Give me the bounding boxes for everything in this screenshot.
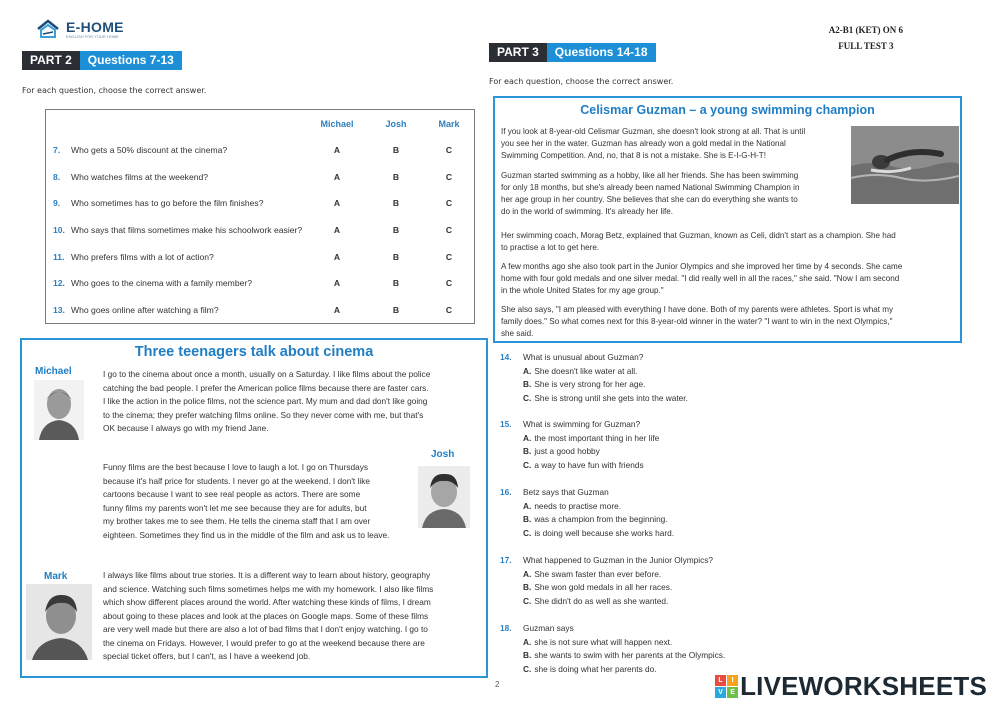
story-paragraph [501, 261, 902, 297]
mc-option-text: she wants to swim with her parents at the Olympics. [534, 650, 726, 660]
brand-tagline: ENGLISH FOR YOUR HOME [66, 33, 119, 39]
mc-option[interactable] [500, 500, 674, 514]
question-text: Who prefers films with a lot of action? [71, 252, 214, 262]
swimmer-photo [851, 126, 959, 204]
mark-text-line: I always like films about true stories. It is a different way to learn about history, geography [103, 570, 431, 580]
question-row [46, 145, 474, 163]
mc-question-stem [500, 622, 725, 636]
mc-option-letter: C. [523, 595, 532, 606]
mc-option-text: the most important thing in her life [534, 432, 660, 443]
mc-question-text: What happened to Guzman in the Junior Olympics? [523, 555, 714, 565]
lw-tile-l: L [715, 675, 726, 686]
mc-option[interactable] [500, 527, 674, 541]
michael-text-line: I like the action in the police films, not the science part. My mum and dad don't like going [103, 396, 428, 406]
mc-option-text: a way to have fun with friends [534, 459, 644, 470]
answer-option-michael[interactable]: A [333, 172, 341, 182]
story-box [493, 96, 962, 343]
story-line: Swimming Competition. And, no, that 8 is not a mistake. She is E-I-G-H-T! [501, 151, 766, 160]
michael-text-line: I go to the cinema about once a month, usually on a Saturday. I like films about the police [103, 369, 431, 379]
michael-text-line: to the cinema; they prefer watching films online. So they never come with me, but that's [103, 409, 424, 420]
josh-text-line: eighteen. Sometimes they find us in the middle of the film and ask us to leave. [103, 529, 390, 540]
mark-text-line: which show different places around the world. After watching these kinds of films, I dream [103, 597, 431, 607]
mc-option-letter: C. [523, 663, 532, 674]
question-number: 8. [53, 172, 61, 182]
story-line: for only 18 months, but she's already been named National Swimming Champion in [501, 183, 800, 192]
question-number: 11. [53, 252, 65, 262]
part2-label: PART 2 [22, 51, 80, 70]
answer-option-michael[interactable]: A [333, 305, 341, 315]
mc-option[interactable] [500, 378, 688, 392]
lw-tile-e: E [727, 687, 738, 698]
answer-option-mark[interactable]: C [445, 252, 453, 262]
question-text: Who gets a 50% discount at the cinema? [71, 145, 228, 155]
michael-text-line: catching the bad people. I prefer the American police films because there are faster cars. [103, 382, 429, 393]
part3-header [489, 43, 656, 62]
mc-question-text: Guzman says [523, 623, 574, 633]
josh-paragraph [103, 461, 389, 542]
level-line-1: A2-B1 (KET) ON 6 [828, 25, 903, 35]
level-line-2: FULL TEST 3 [838, 41, 894, 51]
part2-questions-label: Questions 7-13 [80, 51, 182, 70]
brand-name: E-HOME [66, 18, 124, 35]
answer-option-mark[interactable]: C [445, 278, 453, 288]
mc-option-letter: C. [523, 459, 532, 470]
answer-option-josh[interactable]: B [392, 278, 400, 288]
mc-option[interactable] [500, 459, 659, 473]
answer-option-mark[interactable]: C [445, 172, 453, 182]
mc-option[interactable] [500, 649, 725, 663]
answer-option-michael[interactable]: A [333, 225, 341, 235]
story-paragraph [501, 170, 799, 218]
mc-question-text: What is unusual about Guzman? [523, 352, 644, 362]
question-text: Who goes to the cinema with a family member? [71, 278, 253, 288]
liveworksheets-logo-icon [715, 675, 738, 698]
josh-text-line: because it's half price for students. I never go at the weekend. I don't like [103, 475, 370, 486]
mc-option-text: She is strong until she gets into the water. [534, 392, 688, 403]
mc-question [500, 418, 659, 472]
mark-paragraph [103, 569, 433, 664]
mc-option-letter: C. [523, 527, 532, 538]
mc-option-letter: B. [523, 582, 532, 592]
answer-option-michael[interactable]: A [333, 252, 341, 262]
story-line: A few months ago she also took part in the Junior Olympics and she improved her time by 4 seconds. She came [501, 262, 903, 271]
story-line: to practise a lot to get here. [501, 243, 600, 252]
question-number: 13. [53, 305, 65, 315]
mc-option-text: was a champion from the beginning. [534, 514, 668, 524]
question-row [46, 278, 474, 296]
mc-question-text: What is swimming for Guzman? [523, 419, 641, 429]
answer-option-josh[interactable]: B [392, 305, 400, 315]
mc-option-letter: B. [523, 446, 532, 456]
answer-option-josh[interactable]: B [392, 145, 400, 155]
answer-option-josh[interactable]: B [392, 252, 400, 262]
house-logo-icon [36, 18, 60, 40]
mc-option-letter: B. [523, 650, 532, 660]
question-row [46, 252, 474, 270]
mc-option-text: She is very strong for her age. [534, 379, 646, 389]
mc-option-letter: A. [523, 568, 532, 579]
mark-text-line: about going to these places and look at the places on Google maps. Some of these films [103, 610, 429, 621]
josh-text-line: funny films my parents won't let me see because they are for adults, but [103, 502, 367, 513]
mc-option[interactable] [500, 663, 725, 677]
question-text: Who watches films at the weekend? [71, 172, 209, 182]
mc-option[interactable] [500, 365, 688, 379]
mc-option-text: is doing well because she works hard. [534, 527, 675, 538]
mc-option-text: She swam faster than ever before. [534, 568, 662, 579]
mc-question-text: Betz says that Guzman [523, 487, 609, 497]
swimmer-icon [851, 126, 959, 204]
liveworksheets-watermark [715, 673, 987, 699]
question-row [46, 172, 474, 190]
story-line: Her swimming coach, Morag Betz, explained that Guzman, known as Celi, didn't start as a champion. She had [501, 231, 896, 240]
michael-portrait-icon [34, 380, 84, 440]
story-paragraph [501, 126, 805, 162]
question-text: Who says that films sometimes make his schoolwork easier? [71, 225, 303, 235]
story-line: you see her in the water. Guzman has already won a gold medal in the National [501, 139, 786, 148]
answer-option-michael[interactable]: A [333, 145, 341, 155]
story-line: Guzman started swimming as a hobby, like all her friends. She has been swimming [501, 171, 799, 180]
story-paragraph [501, 304, 893, 340]
mc-question [500, 622, 725, 676]
answer-option-michael[interactable]: A [333, 278, 341, 288]
story-line: family does." So what comes next for this 8-year-old winner in the water? "I want to win in the next Olympics," [501, 317, 893, 326]
lw-tile-v: V [715, 687, 726, 698]
mc-question [500, 554, 713, 608]
question-number: 10. [53, 225, 65, 235]
answer-option-mark[interactable]: C [445, 305, 453, 315]
mc-option-text: just a good hobby [534, 446, 600, 456]
answer-option-josh[interactable]: B [392, 225, 400, 235]
mc-option[interactable] [500, 513, 674, 527]
question-row [46, 225, 474, 243]
mark-text-line: are very well made but there are also a lot of bad films that I don't enjoy watching. I go to [103, 624, 428, 634]
answer-option-mark[interactable]: C [445, 198, 453, 208]
mc-option-letter: B. [523, 379, 532, 389]
part2-instruction: For each question, choose the correct answer. [22, 86, 207, 95]
mc-option-text: She won gold medals in all her races. [534, 582, 673, 592]
story-line: she said. [501, 329, 534, 338]
story-line: She also says, "I am pleased with everything I have done. Both of my parents were athletes. Sport is what my [501, 305, 894, 314]
questions-table [45, 109, 475, 324]
mc-option[interactable] [500, 392, 688, 406]
josh-text-line: my brother takes me to see them. He tells the cinema staff that I am over [103, 516, 371, 526]
mc-question-number: 18. [500, 623, 512, 633]
lw-tile-i: I [727, 675, 738, 686]
question-row [46, 305, 474, 323]
story-line: her age group in her country. She believes that she can do everything she wants to [501, 195, 798, 204]
josh-text-line: Funny films are the best because I love to laugh a lot. I go on Thursdays [103, 462, 369, 472]
test-level [829, 22, 903, 54]
question-number: 9. [53, 198, 61, 208]
mc-question-number: 15. [500, 419, 512, 429]
mc-option[interactable] [500, 581, 713, 595]
answer-option-michael[interactable]: A [333, 198, 341, 208]
question-row [46, 198, 474, 216]
josh-name: Josh [431, 449, 455, 460]
mc-option[interactable] [500, 568, 713, 582]
mc-option-letter: A. [523, 365, 532, 376]
mc-option[interactable] [500, 445, 659, 459]
column-header-michael: Michael [320, 119, 354, 129]
mc-option-letter: A. [523, 432, 532, 443]
mark-text-line: special ticket offers, but I can't, as I have a weekend job. [103, 651, 311, 661]
mc-question-stem [500, 351, 688, 365]
mc-question-stem [500, 554, 713, 568]
column-header-mark: Mark [438, 119, 460, 129]
mc-option-letter: C. [523, 392, 532, 403]
mark-photo [26, 584, 92, 660]
answer-option-josh[interactable]: B [392, 172, 400, 182]
mc-option-letter: B. [523, 514, 532, 524]
brand-logo [36, 18, 124, 40]
part3-label: PART 3 [489, 43, 547, 62]
mc-option-text: She didn't do as well as she wanted. [534, 595, 669, 606]
answer-option-mark[interactable]: C [445, 225, 453, 235]
cinema-title: Three teenagers talk about cinema [134, 344, 374, 360]
part3-instruction: For each question, choose the correct answer. [489, 77, 674, 86]
mc-option-letter: A. [523, 636, 532, 647]
mark-name: Mark [44, 571, 68, 582]
michael-paragraph [103, 368, 430, 436]
mc-question [500, 486, 674, 540]
mc-option-letter: A. [523, 500, 532, 511]
story-paragraph [501, 230, 896, 254]
story-line: in the whole United States for my age group." [501, 286, 664, 295]
column-header-josh: Josh [385, 119, 407, 129]
mc-option-text: she is doing what her parents do. [534, 663, 657, 674]
question-number: 7. [53, 145, 61, 155]
liveworksheets-text: LIVEWORKSHEETS [740, 671, 987, 701]
answer-option-josh[interactable]: B [392, 198, 400, 208]
mark-portrait-icon [26, 584, 92, 660]
cinema-reading-box [20, 338, 488, 678]
mark-text-line: and science. Watching such films sometimes helps me with my homework. I also like films [103, 583, 434, 594]
story-line: do in the world of swimming. It's already her life. [501, 207, 674, 216]
mark-text-line: the cinema on Fridays. However, I would prefer to go at the weekend because there are [103, 637, 425, 648]
michael-photo [34, 380, 84, 440]
mc-option[interactable] [500, 432, 659, 446]
part2-header [22, 51, 182, 70]
mc-question-stem [500, 418, 659, 432]
mc-question-number: 14. [500, 352, 512, 362]
josh-text-line: cartoons because I want to see real people as actors. There are some [103, 489, 361, 499]
part3-questions-label: Questions 14-18 [547, 43, 656, 62]
mc-question-stem [500, 486, 674, 500]
mc-question-number: 16. [500, 487, 512, 497]
mc-question-number: 17. [500, 555, 512, 565]
question-number: 12. [53, 278, 65, 288]
michael-text-line: OK because I always go with my friend Jane. [103, 423, 269, 433]
answer-option-mark[interactable]: C [445, 145, 453, 155]
josh-portrait-icon [418, 466, 470, 528]
mc-option-text: needs to practise more. [534, 500, 622, 511]
question-text: Who sometimes has to go before the film finishes? [71, 198, 264, 208]
josh-photo [418, 466, 470, 528]
question-text: Who goes online after watching a film? [71, 305, 219, 315]
mc-option[interactable] [500, 595, 713, 609]
mc-question [500, 351, 688, 405]
story-line: home with four gold medals and one silver medal. "I did really well in all the races," she said. "Now I am second [501, 274, 900, 283]
story-line: If you look at 8-year-old Celismar Guzman, she doesn't look strong at all. That is until [501, 127, 806, 136]
page-number: 2 [495, 680, 500, 689]
mc-option-text: she is not sure what will happen next. [534, 636, 673, 647]
michael-name: Michael [35, 366, 72, 377]
mc-option-text: She doesn't like water at all. [534, 365, 638, 376]
mc-option[interactable] [500, 636, 725, 650]
story-title: Celismar Guzman – a young swimming champion [580, 103, 875, 117]
